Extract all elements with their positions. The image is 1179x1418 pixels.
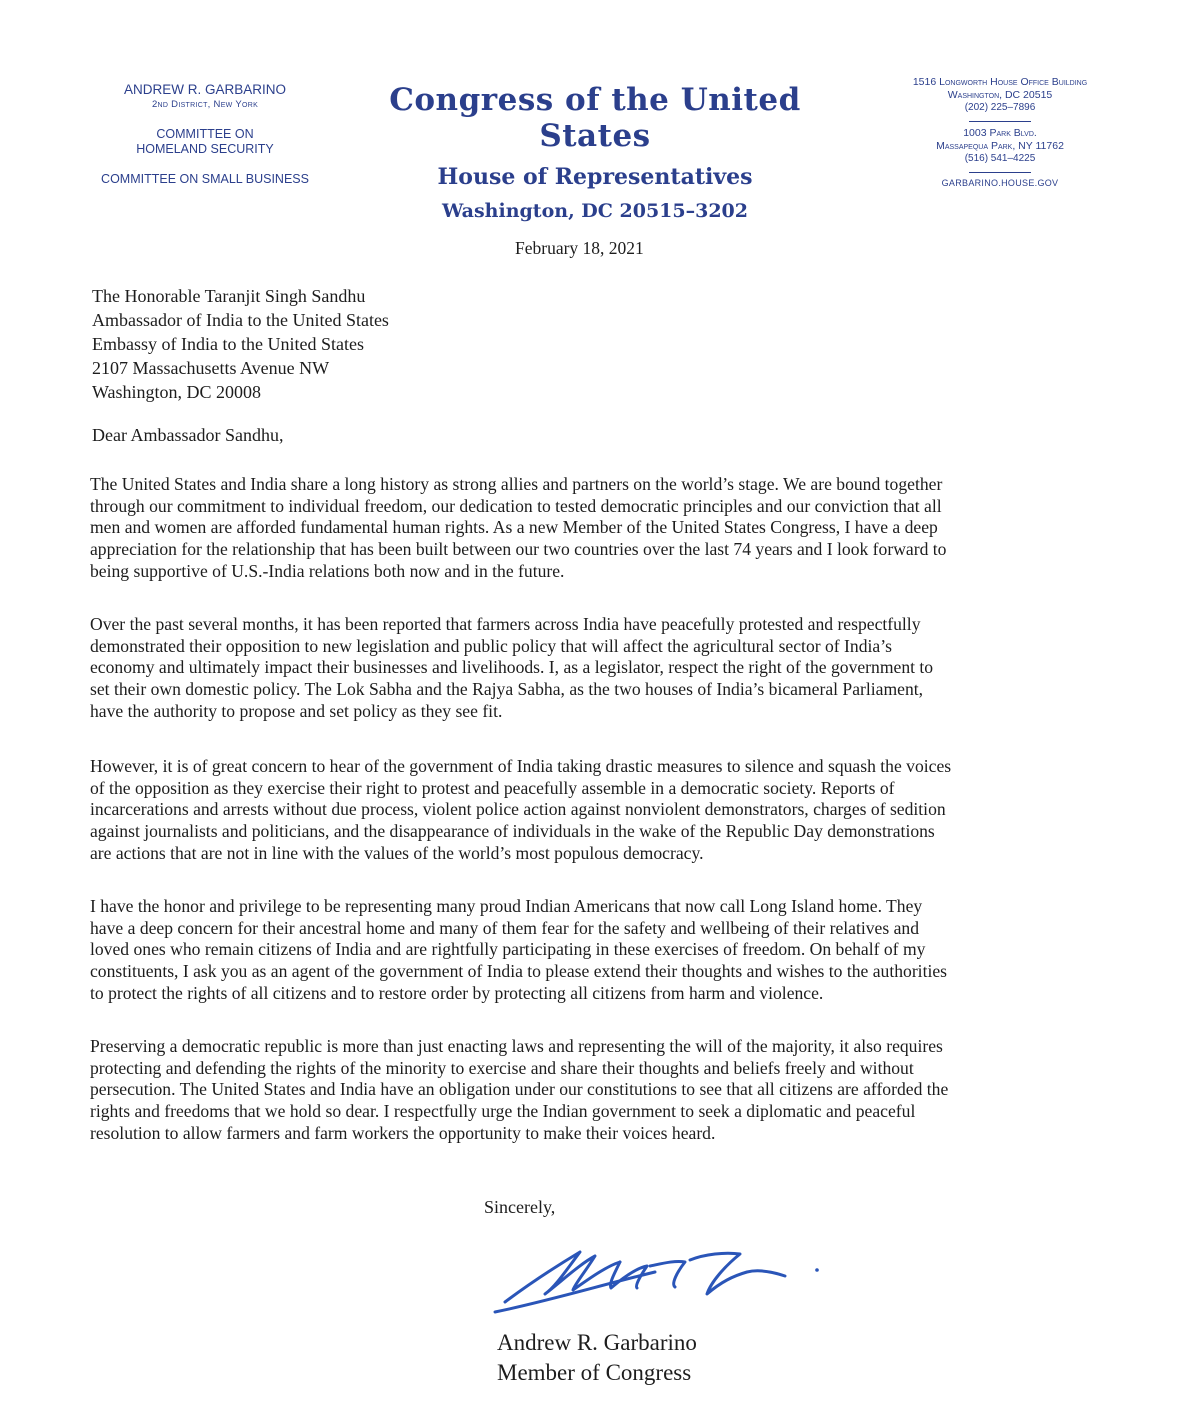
masthead-congress: Congress of the United States [389,82,801,154]
office-ny-line2: Massapequa Park, NY 11762 [936,139,1064,152]
committee-small-business: COMMITTEE ON SMALL BUSINESS [101,172,309,186]
paragraph-line: are actions that are not in line with the values of the world’s most populous democracy. [90,842,704,863]
signer-name: Andrew R. Garbarino [497,1330,697,1355]
divider [969,172,1031,173]
committee-homeland-line1: COMMITTEE ON [156,126,254,141]
district: 2nd District, New York [151,98,259,110]
paragraph-line: demonstrated their opposition to new legislation and public policy that will affect the agricultural sector of India’s [90,635,892,656]
paragraph-line: persecution. The United States and India have an obligation under our constitutions to see that all citizens are afforded the [90,1079,949,1100]
member-name: ANDREW R. GARBARINO [123,82,286,97]
paragraph-line: However, it is of great concern to hear of the government of India taking drastic measures to silence and squash the voices [90,756,952,776]
paragraph-line: incarcerations and arrests without due process, violent police action against nonviolent demonstrators, charges of sedition [90,799,946,820]
paragraph-line: against journalists and politicians, and the disappearance of individuals in the wake of the Republic Day demonstrations [90,821,935,842]
letterhead-right [880,76,1120,189]
recipient-line: 2107 Massachusetts Avenue NW [92,358,330,378]
paragraph-line: economy and ultimately impact their businesses and livelihoods. I, as a legislator, respect the right of the government to [90,657,934,678]
paragraph-line: constituents, I ask you as an agent of the government of India to please extend their thoughts and wishes to the authorities [90,961,947,982]
body-paragraph [90,896,1085,1005]
letterhead-left [85,82,325,188]
office-dc-line2: Washington, DC 20515 [947,89,1053,102]
body-paragraph [90,1036,1085,1145]
paragraph-line: resolution to allow farmers and farm workers the opportunity to make their voices heard. [90,1122,716,1143]
paragraph-line: Over the past several months, it has been reported that farmers across India have peacefully protested and respectfully [90,614,921,634]
paragraph-line: loved ones who remain citizens of India and are rightfully participating in these exercises of freedom. On behalf of my [90,939,926,960]
masthead-house: House of Representatives [437,164,753,190]
signature [485,1232,845,1322]
paragraph-line: have a deep concern for their ancestral home and many of them fear for the safety and wellbeing of their relatives and [90,917,919,938]
website: GARBARINO.HOUSE.GOV [941,177,1059,188]
recipient-line: Washington, DC 20008 [92,382,262,402]
masthead-washington: Washington, DC 20515–3202 [441,200,748,222]
paragraph-line: being supportive of U.S.-India relations both now and in the future. [90,560,565,581]
recipient-line: Embassy of India to the United States [92,334,364,354]
closing: Sincerely, [484,1197,556,1217]
paragraph-line: appreciation for the relationship that has been built between our two countries over the last 74 years and I look forward to [90,539,947,560]
committee-homeland-line2: HOMELAND SECURITY [136,142,274,157]
paragraph-line: Preserving a democratic republic is more than just enacting laws and representing the will of the majority, it also requires [90,1036,943,1056]
paragraph-line: have the authority to propose and set policy as they see fit. [90,700,503,721]
recipient-address [92,284,389,404]
body-paragraph [90,474,1085,583]
office-dc-line1: 1516 Longworth House Office Building [912,76,1088,88]
recipient-line: Ambassador of India to the United States [92,310,389,330]
paragraph-line: men and women are afforded fundamental human rights. As a new Member of the United States Congress, I have a deep [90,517,938,538]
paragraph-line: The United States and India share a long history as strong allies and partners on the world’s stage. We are bound together [90,474,943,494]
salutation: Dear Ambassador Sandhu, [92,425,284,445]
paragraph-line: protecting and defending the rights of the minority to exercise and share their thoughts and beliefs freely and without [90,1057,914,1078]
paragraph-line: to protect the rights of all citizens and to restore order by protecting all citizens from harm and violence. [90,982,824,1003]
signer-block [497,1328,697,1388]
body-paragraph [90,756,1085,865]
masthead [330,82,860,222]
divider [969,121,1031,122]
paragraph-line: rights and freedoms that we hold so dear. I respectfully urge the Indian government to seek a diplomatic and peaceful [90,1101,916,1122]
office-ny-phone: (516) 541–4225 [964,153,1036,164]
paragraph-line: I have the honor and privilege to be representing many proud Indian Americans that now call Long Island home. They [90,896,923,916]
recipient-line: The Honorable Taranjit Singh Sandhu [92,286,366,306]
paragraph-line: through our commitment to individual freedom, our dedication to tested democratic principles and our conviction that all [90,495,942,516]
office-dc-phone: (202) 225–7896 [964,102,1036,114]
paragraph-line: set their own domestic policy. The Lok Sabha and the Rajya Sabha, as the two houses of India’s bicameral Parliament, [90,679,924,700]
body-paragraph [90,614,1085,723]
letter-date: February 18, 2021 [515,238,644,258]
paragraph-line: of the opposition as they exercise their right to protest and peacefully assemble in a democratic society. Reports of [90,777,895,798]
signer-title: Member of Congress [497,1360,692,1385]
office-ny-line1: 1003 Park Blvd. [963,126,1037,139]
